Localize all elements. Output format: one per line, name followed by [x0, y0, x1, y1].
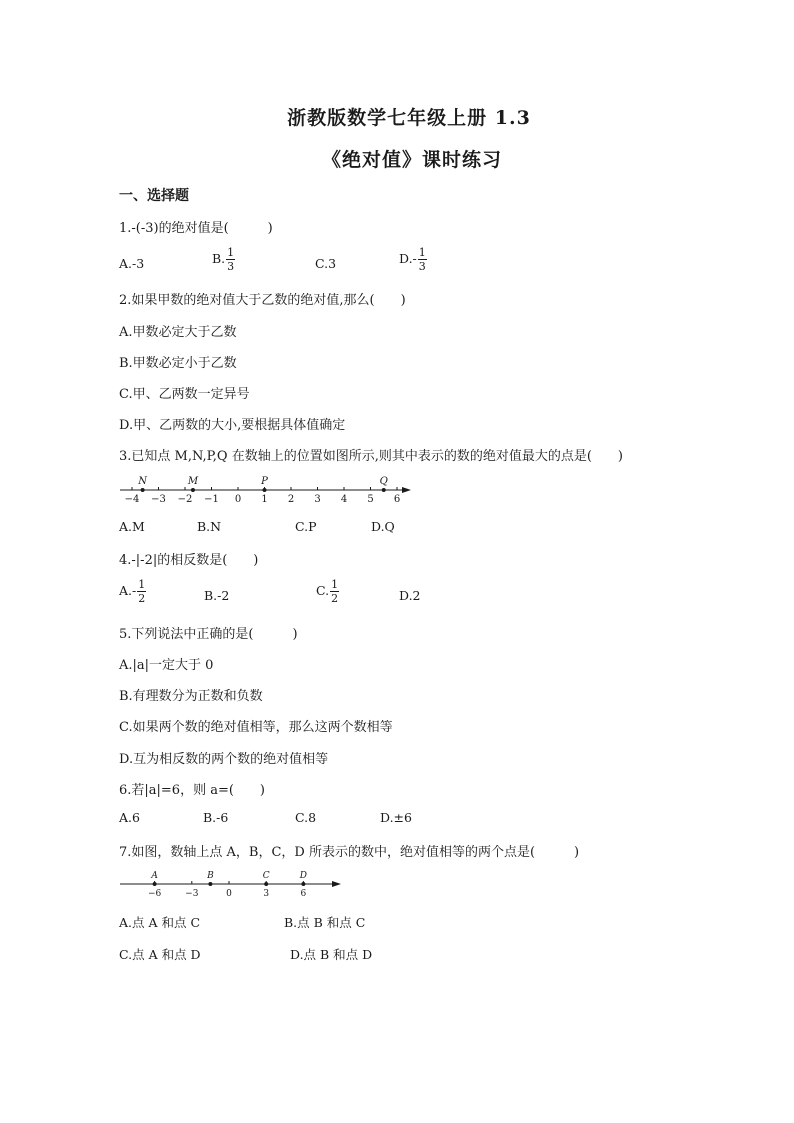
question-7-stem: 7.如图，数轴上点 A，B，C，D 所表示的数中，绝对值相等的两个点是( ): [119, 845, 580, 860]
option-b-prefix: B.: [212, 251, 226, 266]
axis-tick-label: 3: [263, 889, 270, 899]
point-label-q: Q: [379, 476, 388, 487]
question-6-option-d: D.±6: [380, 810, 412, 825]
point-q: [382, 488, 386, 492]
option-a-prefix: A.-: [119, 583, 137, 598]
question-6-option-a: A.6: [119, 810, 140, 825]
question-2-option-b: B.甲数必定小于乙数: [119, 356, 237, 371]
point-c: [264, 882, 268, 886]
question-7-option-b: B.点 B 和点 C: [284, 915, 366, 930]
point-label-d: D: [299, 871, 308, 881]
option-d-prefix: D.-: [399, 251, 417, 266]
fraction-numerator: 1: [227, 246, 235, 259]
axis-tick-label: 3: [314, 494, 321, 505]
axis-tick-label: −2: [177, 494, 193, 505]
question-5-option-b: B.有理数分为正数和负数: [119, 689, 263, 704]
question-5-stem: 5.下列说法中正确的是( ): [119, 627, 298, 642]
fraction: [418, 246, 427, 273]
axis-tick-label: 0: [234, 494, 242, 505]
question-4-option-a: [119, 578, 146, 605]
question-5-option-a: A.|a|一定大于 0: [119, 658, 214, 673]
axis-arrow: [332, 881, 341, 887]
question-2-stem: 2.如果甲数的绝对值大于乙数的绝对值,那么( ): [119, 293, 406, 308]
question-7-option-d: D.点 B 和点 D: [290, 947, 373, 962]
point-label-c: C: [262, 871, 270, 881]
axis-arrow: [402, 487, 411, 493]
question-6-stem: 6.若|a|=6，则 a=( ): [119, 783, 265, 798]
section-heading: 一、选择题: [119, 188, 189, 204]
question-5-option-d: D.互为相反数的两个数的绝对值相等: [119, 752, 329, 767]
fraction: [226, 246, 235, 273]
axis-tick-label: 5: [367, 494, 374, 505]
question-1-option-c: C.3: [315, 256, 337, 271]
axis-tick-label: −3: [151, 494, 166, 505]
fraction-numerator: 1: [331, 578, 339, 591]
question-3-option-a: A.M: [119, 519, 145, 534]
axis-tick-label: −4: [124, 494, 140, 505]
number-line-q7: [115, 866, 350, 900]
point-label-b: B: [207, 871, 214, 881]
page-title: 浙教版数学七年级上册 1.3: [287, 107, 531, 129]
question-3-option-c: C.P: [295, 519, 317, 534]
question-1-option-d: [399, 246, 427, 273]
point-d: [301, 882, 305, 886]
axis-tick-label: 0: [226, 889, 232, 899]
question-2-option-a: A.甲数必定大于乙数: [119, 325, 237, 340]
axis-tick-label: 6: [300, 889, 307, 899]
question-3-option-b: B.N: [197, 519, 222, 534]
question-2-option-c: C.甲、乙两数一定异号: [119, 387, 250, 402]
question-6-option-c: C.8: [295, 810, 317, 825]
option-c-prefix: C.: [316, 583, 330, 598]
point-label-m: M: [187, 476, 199, 487]
fraction: [330, 578, 339, 605]
question-4-option-d: D.2: [399, 588, 421, 603]
question-3-option-d: D.Q: [371, 519, 395, 534]
question-4-option-c: [316, 578, 339, 605]
axis-tick-label: 4: [340, 494, 348, 505]
point-n: [141, 488, 145, 492]
point-label-p: P: [261, 476, 268, 487]
question-3-stem: 3.已知点 M,N,P,Q 在数轴上的位置如图所示,则其中表示的数的绝对值最大的点是( ): [119, 449, 623, 464]
fraction-denominator: 3: [418, 260, 426, 273]
axis-tick-label: 6: [393, 494, 401, 505]
axis-tick-label: −6: [147, 889, 162, 899]
fraction-denominator: 2: [138, 592, 146, 605]
question-4-stem: 4.-|-2|的相反数是( ): [119, 553, 259, 568]
question-5-option-c: C.如果两个数的绝对值相等，那么这两个数相等: [119, 720, 393, 735]
fraction-numerator: 1: [138, 578, 146, 591]
question-4-option-b: B.-2: [204, 588, 230, 603]
question-1-option-a: A.-3: [119, 256, 145, 271]
fraction-numerator: 1: [418, 246, 426, 259]
axis-tick-label: −3: [185, 889, 199, 899]
question-7-option-a: A.点 A 和点 C: [119, 915, 201, 930]
fraction-denominator: 3: [227, 260, 235, 273]
question-7-option-c: C.点 A 和点 D: [119, 947, 201, 962]
axis-tick-label: 1: [261, 494, 268, 505]
page-subtitle: 《绝对值》课时练习: [321, 149, 502, 171]
axis-tick-label: 2: [287, 494, 295, 505]
axis-tick-label: −1: [204, 494, 219, 505]
number-line-q3: [115, 470, 415, 506]
fraction-denominator: 2: [331, 592, 339, 605]
point-p: [263, 488, 267, 492]
point-label-n: N: [138, 476, 147, 487]
question-2-option-d: D.甲、乙两数的大小,要根据具体值确定: [119, 418, 346, 433]
point-a: [153, 882, 157, 886]
fraction: [137, 578, 146, 605]
point-b: [208, 882, 212, 886]
question-6-option-b: B.-6: [203, 810, 229, 825]
point-m: [191, 488, 195, 492]
point-label-a: A: [151, 871, 158, 881]
question-1-stem: 1.-(-3)的绝对值是( ): [119, 221, 273, 236]
question-1-option-b: [212, 246, 235, 273]
